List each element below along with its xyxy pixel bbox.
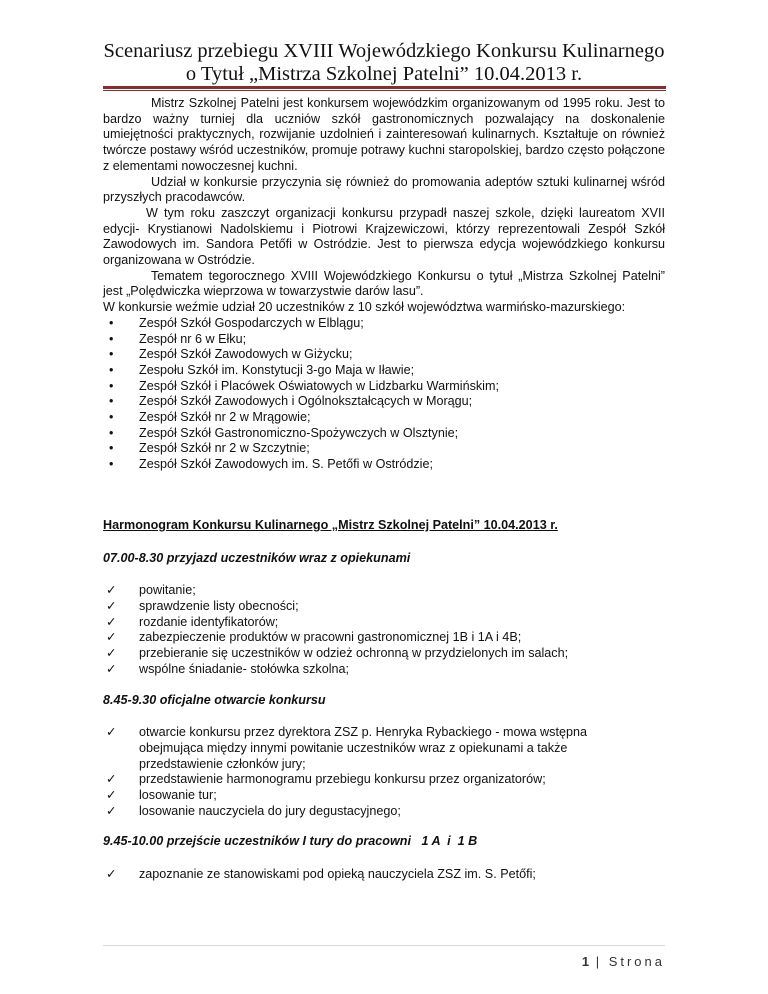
list-item: • Zespół Szkół i Placówek Oświatowych w Lidzbarku Warmińskim; bbox=[103, 379, 665, 395]
list-item: • Zespół Szkół Zawodowych im. S. Petőfi w Ostródzie; bbox=[103, 457, 665, 473]
section-title: oficjalne otwarcie konkursu bbox=[156, 692, 326, 707]
checklist bbox=[103, 867, 665, 883]
list-item: • Zespół Szkół nr 2 w Mrągowie; bbox=[103, 410, 665, 426]
intro-paragraph: Mistrz Szkolnej Patelni jest konkursem wojewódzkim organizowanym od 1995 roku. Jest to bardzo ważny turniej dla uczniów szkół gastronomicznych pozwalający na doskonalenie umiejętności praktycznych, rozwijanie uzdolnień i zainteresowań kulinarnych. Kształtuje on również twórcze postawy wśród uczestników, promuje potrawy kuchni staropolskiej, bardzo często połączone z elementami nowoczesnej kuchni. bbox=[103, 96, 665, 173]
checkmark-icon: ✓ bbox=[106, 867, 117, 882]
checkmark-icon: ✓ bbox=[106, 614, 117, 629]
item-text: przedstawienie harmonogramu przebiegu konkursu przez organizatorów; bbox=[139, 772, 546, 787]
list-item: • Zespół Szkół nr 2 w Szczytnie; bbox=[103, 441, 665, 457]
list-item: • Zespołu Szkół im. Konstytucji 3-go Maja w Iławie; bbox=[103, 363, 665, 379]
section-heading bbox=[103, 834, 665, 850]
section-title: przejście uczestników I tury do pracowni 1 A i 1 B bbox=[163, 834, 478, 849]
item-text: powitanie; bbox=[139, 583, 196, 598]
footer-rule bbox=[103, 945, 665, 946]
item-text: sprawdzenie listy obecności; bbox=[139, 598, 299, 613]
intro-paragraph: Udział w konkursie przyczynia się również do promowania adeptów sztuki kulinarnej wśród przyszłych pracodawców. bbox=[103, 174, 665, 205]
checkmark-icon: ✓ bbox=[106, 788, 117, 803]
list-item: • Zespół Szkół Zawodowych i Ogólnokształcących w Morągu; bbox=[103, 394, 665, 410]
list-item bbox=[103, 615, 625, 631]
list-item: • Zespół Szkół Zawodowych w Giżycku; bbox=[103, 347, 665, 363]
item-text: losowanie nauczyciela do jury degustacyjnego; bbox=[139, 803, 401, 818]
list-item bbox=[103, 725, 625, 772]
item-text: zabezpieczenie produktów w pracowni gastronomicznej 1B i 1A i 4B; bbox=[139, 630, 522, 645]
page-number: 1 bbox=[581, 954, 590, 969]
checkmark-icon: ✓ bbox=[106, 646, 117, 661]
intro-paragraph: W tym roku zaszczyt organizacji konkursu przypadł naszej szkole, dzięki laureatom XVII edycji- Krystianowi Nadolskiemu i Piotrowi Krajzewiczowi, którzy reprezentowali Zespół Szkół Zawodowych im. Sandora Petőfi w Ostródzie. Jest to pierwsza edycja wojewódzkiego konkursu organizowana w Ostródzie. bbox=[103, 205, 665, 268]
list-item bbox=[103, 630, 625, 646]
checklist bbox=[103, 583, 665, 677]
schools-list bbox=[103, 316, 665, 473]
checkmark-icon: ✓ bbox=[106, 725, 117, 740]
section-time: 07.00-8.30 bbox=[103, 550, 164, 565]
section-time: 9.45-10.00 bbox=[103, 834, 164, 849]
checkmark-icon: ✓ bbox=[106, 772, 117, 787]
page-label: Strona bbox=[608, 954, 665, 969]
intro-paragraph: W konkursie weźmie udział 20 uczestników z 10 szkół województwa warmińsko-mazurskiego: bbox=[103, 300, 626, 315]
list-item: • Zespół Szkół Gospodarczych w Elblągu; bbox=[103, 316, 665, 332]
list-item bbox=[103, 583, 625, 599]
item-text: wspólne śniadanie- stołówka szkolna; bbox=[139, 661, 350, 676]
schedule-heading: Harmonogram Konkursu Kulinarnego „Mistrz Szkolnej Patelni” 10.04.2013 r. bbox=[103, 517, 558, 532]
list-item bbox=[103, 788, 625, 804]
section-heading bbox=[103, 551, 665, 567]
header-rule bbox=[103, 86, 666, 91]
list-item bbox=[103, 599, 625, 615]
list-item bbox=[103, 772, 625, 788]
document-title bbox=[0, 40, 768, 86]
item-text: zapoznanie ze stanowiskami pod opieką nauczyciela ZSZ im. S. Petőfi; bbox=[139, 867, 536, 882]
list-item bbox=[103, 646, 625, 662]
document-body bbox=[103, 96, 665, 883]
item-text: otwarcie konkursu przez dyrektora ZSZ p. Henryka Rybackiego - mowa wstępna obejmująca między innymi powitanie uczestników wraz z opiekunami a także przedstawienie członków jury; bbox=[139, 725, 587, 771]
list-item bbox=[103, 662, 625, 678]
checkmark-icon: ✓ bbox=[106, 630, 117, 645]
checkmark-icon: ✓ bbox=[106, 583, 117, 598]
section-time: 8.45-9.30 bbox=[103, 692, 157, 707]
list-item: • Zespół nr 6 w Ełku; bbox=[103, 332, 665, 348]
item-text: losowanie tur; bbox=[139, 788, 217, 803]
checkmark-icon: ✓ bbox=[106, 803, 117, 818]
section-title: przyjazd uczestników wraz z opiekunami bbox=[163, 550, 411, 565]
list-item bbox=[103, 804, 625, 820]
item-text: przebieranie się uczestników w odzież ochronną w przydzielonych im salach; bbox=[139, 646, 569, 661]
intro-paragraph: Tematem tegorocznego XVIII Wojewódzkiego Konkursu o tytuł „Mistrza Szkolnej Patelni” jest „Polędwiczka wieprzowa w towarzystwie darów lasu”. bbox=[103, 268, 665, 299]
list-item: • Zespół Szkół Gastronomiczno-Spożywczych w Olsztynie; bbox=[103, 426, 665, 442]
checkmark-icon: ✓ bbox=[106, 661, 117, 676]
list-item bbox=[103, 867, 625, 883]
page-footer: 1 | Strona bbox=[581, 954, 665, 969]
section-heading bbox=[103, 693, 665, 709]
item-text: rozdanie identyfikatorów; bbox=[139, 614, 279, 629]
checkmark-icon: ✓ bbox=[106, 598, 117, 613]
title-line-1: Scenariusz przebiegu XVIII Wojewódzkiego Konkursu Kulinarnego bbox=[103, 40, 665, 62]
title-line-2: o Tytuł „Mistrza Szkolnej Patelni” 10.04.2013 r. bbox=[185, 63, 583, 85]
checklist bbox=[103, 725, 665, 819]
